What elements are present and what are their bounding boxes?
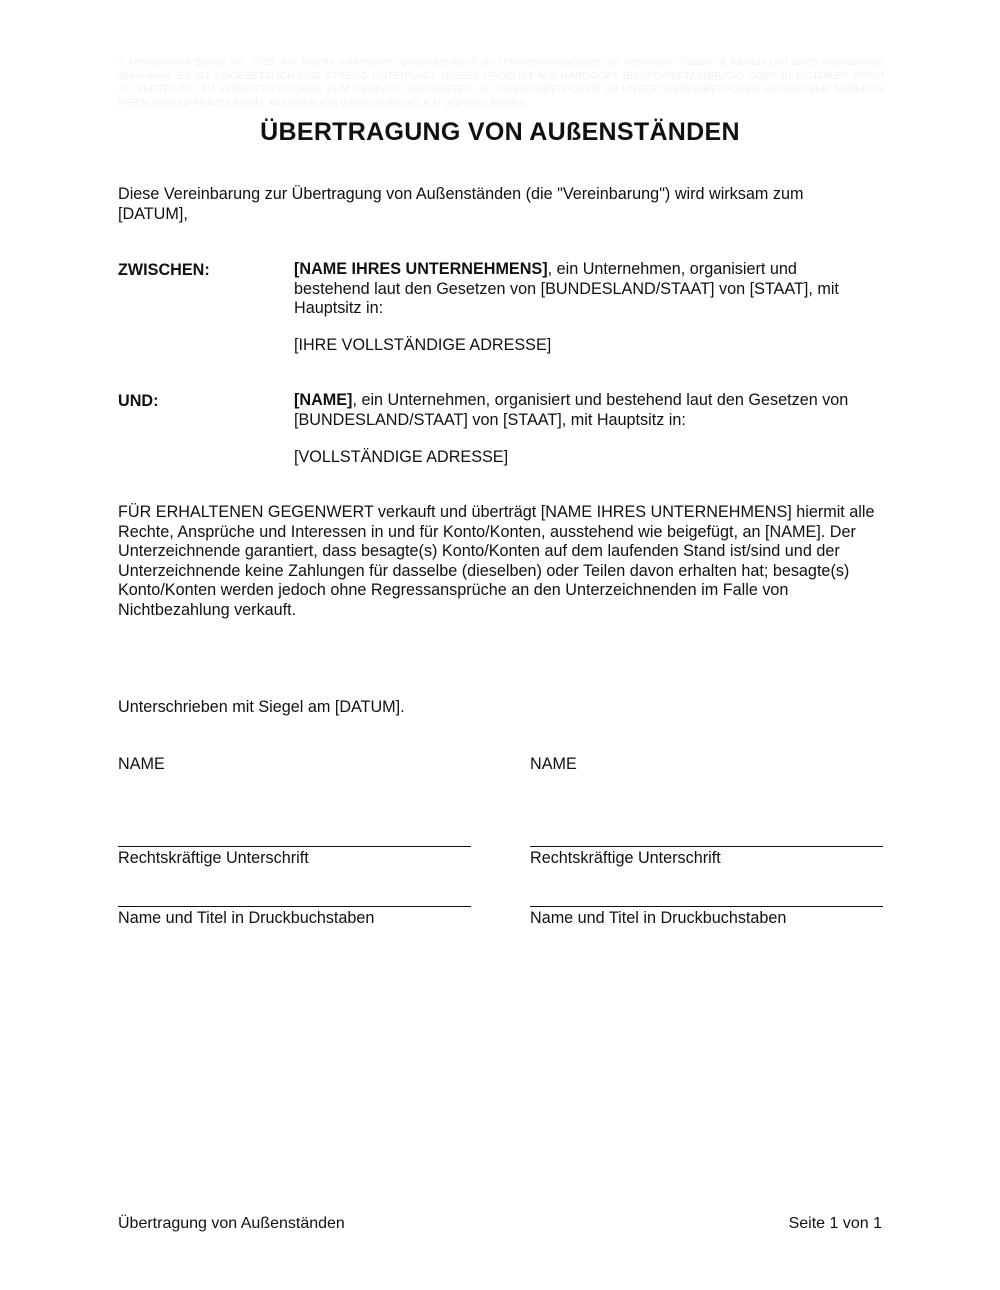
- party2-address: [VOLLSTÄNDIGE ADRESSE]: [294, 448, 509, 466]
- sig-right-print-line: [530, 906, 883, 907]
- footer-document-title: Übertragung von Außenständen: [118, 1215, 345, 1232]
- intro-paragraph: Diese Vereinbarung zur Übertragung von Außenständen (die "Vereinbarung") wird wirksam zum [DATUM],: [118, 185, 804, 223]
- sig-left-print-line: [118, 906, 471, 907]
- footer-page-number: Seite 1 von 1: [788, 1215, 882, 1232]
- copyright-watermark: © Urheberrecht Biztree Inc. 2019. Alle Rechte vorbehalten. Geschützt durch die Urheberrechtsgesetze der Vereinigten Staaten & Kanada und durch internationale Abkommen. ES IST UNGESETZLICH UND STRENG UNTERSAGT, DIESES PRODUKT ALS HARDCOPY (EL-/SCHRIFTABDRUCK) ODER IN DIGITALER FORM ZU VERTEILEN, ZU VERÖFFENTLICHEN, ZUM VERKAUF ANZUBIETEN, ZU LIZENZIEREN ODER ZU UNTERLIZENZIEREN ODER GEGENÜBER ANDEREN PERSONEN OFFENZULEGEN. MISSBRAUCH WIRD GERICHTLICH VORGEGANGEN.: [118, 57, 884, 109]
- party1-description: [294, 260, 874, 319]
- transfer-clause: FÜR ERHALTENEN GEGENWERT verkauft und überträgt [NAME IHRES UNTERNEHMENS] hiermit alle Rechte, Ansprüche und Interessen in und für Konto/Konten, ausstehend wie beigefügt, an [NAME]. Der Unterzeichnende garantiert, dass besagte(s) Konto/Konten auf dem laufenden Stand ist/sind und der Unterzeichnende keine Zahlungen für dasselbe (dieselben) oder Teilen davon erhalten hat; besagte(s) Konto/Konten werden jedoch ohne Regressansprüche an den Unterzeichnenden im Falle von Nichtbezahlung verkauft.: [118, 503, 875, 619]
- party2-desc: , ein Unternehmen, organisiert und bestehend laut den Gesetzen von [BUNDESLAND/STAAT] von [STAAT], mit Hauptsitz in:: [294, 391, 849, 429]
- party2-description: [294, 391, 874, 430]
- party1-label: ZWISCHEN:: [118, 261, 210, 279]
- page-title: ÜBERTRAGUNG VON AUßENSTÄNDEN: [260, 118, 740, 146]
- sig-left-name: NAME: [118, 755, 165, 773]
- party1-address: [IHRE VOLLSTÄNDIGE ADRESSE]: [294, 336, 552, 354]
- party1-desc: , ein Unternehmen, organisiert und bestehend laut den Gesetzen von [BUNDESLAND/STAAT] von [STAAT], mit Hauptsitz in:: [294, 260, 839, 318]
- sig-left-signature-label: Rechtskräftige Unterschrift: [118, 849, 309, 867]
- party2-label: UND:: [118, 392, 159, 410]
- party2-name: [NAME]: [294, 391, 353, 409]
- sig-right-print-label: Name und Titel in Druckbuchstaben: [530, 909, 787, 927]
- sig-right-signature-label: Rechtskräftige Unterschrift: [530, 849, 721, 867]
- sig-right-signature-line: [530, 846, 883, 847]
- sig-left-print-label: Name und Titel in Druckbuchstaben: [118, 909, 375, 927]
- sig-left-signature-line: [118, 846, 471, 847]
- signed-statement: Unterschrieben mit Siegel am [DATUM].: [118, 698, 405, 716]
- party1-name: [NAME IHRES UNTERNEHMENS]: [294, 260, 548, 278]
- sig-right-name: NAME: [530, 755, 577, 773]
